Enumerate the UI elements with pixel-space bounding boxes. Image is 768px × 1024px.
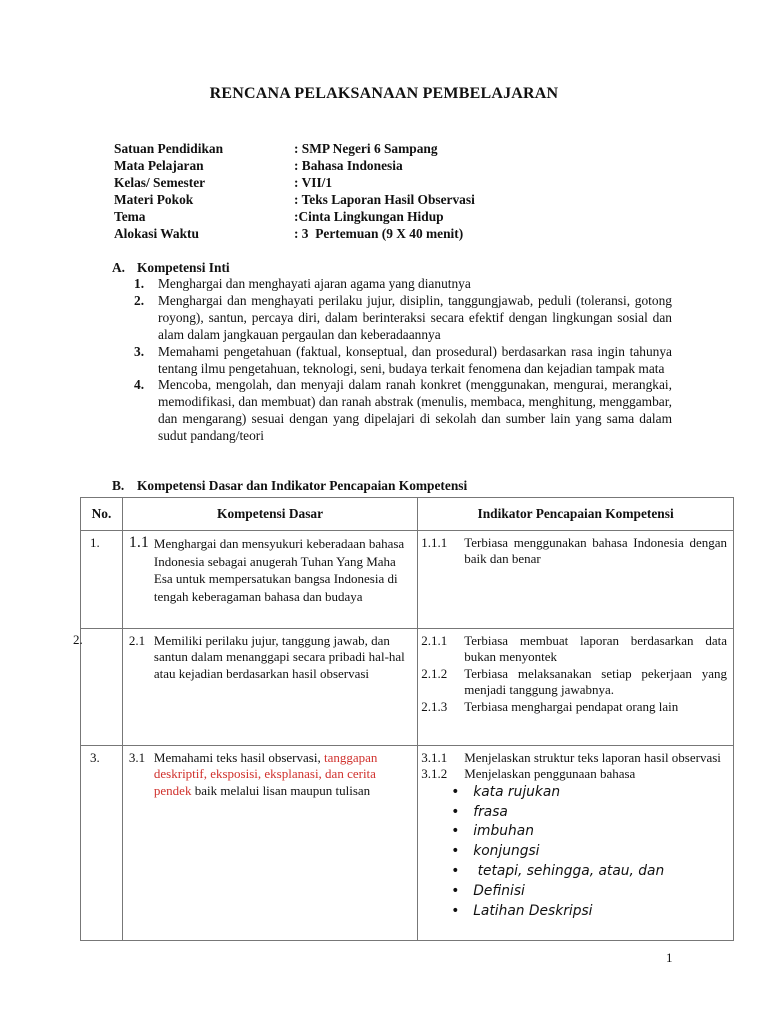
table-header-row: [81, 498, 734, 531]
indicator-text: Terbiasa melaksanakan setiap pekerjaan yang menjadi tanggung jawabnya.: [464, 665, 727, 698]
list-item: [451, 862, 727, 882]
meta-row: [114, 158, 475, 175]
item-text: Mencoba, mengolah, dan menyaji dalam ranah konkret (menggunakan, mengurai, merangkai, memodifikasi, dan membuat) dan ranah abstrak (menulis, membaca, menghitung, menggambar, dan mengarang) sesuai dengan yang dipelajari di sekolah dan sumber lain yang sama dalam sudut pandang/teori: [158, 377, 672, 444]
header-indikator: Indikator Pencapaian Kompetensi: [418, 498, 734, 531]
language-usage-list: [421, 783, 727, 922]
list-item: [451, 803, 727, 823]
bullet-text: tetapi, sehingga, atau, dan: [473, 863, 665, 879]
meta-label: Mata Pelajaran: [114, 157, 204, 173]
meta-row: [114, 209, 475, 226]
kd-item: [129, 750, 411, 799]
meta-value: : VII/1: [294, 174, 333, 190]
list-item: [134, 293, 672, 344]
indicator-item: [421, 535, 727, 568]
meta-label: Satuan Pendidikan: [114, 141, 224, 156]
kd-code: 1.1: [128, 534, 149, 551]
kompetensi-inti-list: [134, 276, 672, 445]
indicator-code: 2.1.3: [421, 698, 448, 714]
bullet-text: konjungsi: [473, 843, 540, 860]
meta-value: :Cinta Lingkungan Hidup: [294, 208, 444, 224]
list-item: [451, 822, 727, 842]
list-item: [134, 344, 672, 378]
bullet-icon: •: [451, 783, 460, 800]
indicator-item: [421, 766, 727, 782]
bullet-icon: •: [451, 803, 460, 820]
row-number: 3.: [81, 746, 123, 941]
item-text: Menghargai dan menghayati ajaran agama yang dianutnya: [158, 276, 471, 291]
table-row: [81, 629, 734, 746]
item-text: Memahami pengetahuan (faktual, konseptual, dan prosedural) berdasarkan rasa ingin tahunya tentang ilmu pengetahuan, teknologi, seni, budaya terkait fenomena dan kejadian tampak mata: [158, 343, 672, 376]
indicator-code: 2.1.2: [421, 665, 448, 681]
row-number: 1.: [81, 531, 123, 629]
document-title: RENCANA PELAKSANAAN PEMBELAJARAN: [209, 85, 559, 102]
indicator-cell: [418, 629, 734, 746]
bullet-icon: •: [451, 882, 460, 899]
table-row: [81, 746, 734, 941]
list-item: [134, 276, 672, 293]
kd-text-plain: Memahami teks hasil observasi,: [153, 750, 324, 765]
kd-text: Memiliki perilaku jujur, tanggung jawab, dan santun dalam menanggapi secara pribadi hal-hal atau kejadian berdasarkan hasil observasi: [153, 633, 405, 681]
bullet-icon: •: [451, 823, 460, 840]
list-item: [451, 783, 727, 803]
list-item: [451, 842, 727, 862]
section-b-heading: [112, 478, 467, 494]
list-item: [451, 882, 727, 902]
bullet-icon: •: [451, 902, 460, 919]
kd-cell: [122, 746, 417, 941]
kd-code: 3.1: [128, 750, 146, 765]
section-a-heading: [112, 260, 230, 276]
table-row: [81, 531, 734, 629]
meta-row: [114, 226, 475, 243]
bullet-icon: •: [451, 843, 460, 860]
indicator-item: [421, 666, 727, 699]
indicator-text: Terbiasa membuat laporan berdasarkan data bukan menyontek: [464, 633, 727, 665]
bullet-icon: •: [451, 863, 460, 879]
indicator-text: Terbiasa menggunakan bahasa Indonesia dengan baik dan benar: [464, 535, 727, 567]
kd-cell: [122, 629, 417, 746]
header-kompetensi-dasar: Kompetensi Dasar: [122, 498, 417, 531]
identity-block: [114, 141, 475, 242]
indicator-code: 2.1.1: [421, 633, 448, 648]
bullet-text: kata rujukan: [473, 783, 561, 800]
indicator-text: Terbiasa menghargai pendapat orang lain: [464, 698, 679, 714]
kd-text: Menghargai dan mensyukuri keberadaan bahasa Indonesia sebagai anugerah Tuhan Yang Maha Esa untuk mempersatukan bangsa Indonesia di tengah keberagaman bahasa dan budaya: [153, 536, 405, 604]
meta-row: [114, 192, 475, 209]
meta-label: Kelas/ Semester: [114, 174, 206, 190]
kd-item: [129, 535, 411, 605]
indicator-item: [421, 750, 727, 766]
kd-text-highlighted: tanggapan deskriptif, eksposisi, eksplanasi, dan cerita pendek: [153, 750, 378, 798]
item-number: 3.: [134, 343, 145, 359]
item-number: 2.: [134, 292, 145, 308]
kd-item: [129, 633, 411, 682]
bullet-text: imbuhan: [473, 823, 534, 840]
indicator-cell: [418, 746, 734, 941]
kd-text: [154, 750, 411, 799]
indicator-code: 3.1.2: [421, 766, 448, 782]
meta-label: Materi Pokok: [114, 191, 194, 207]
indicator-text: Menjelaskan struktur teks laporan hasil observasi: [464, 750, 721, 765]
meta-label: Alokasi Waktu: [114, 225, 199, 241]
indicator-item: [421, 699, 727, 715]
kd-cell: [122, 531, 417, 629]
section-letter: B.: [112, 478, 125, 493]
meta-row: [114, 175, 475, 192]
meta-value: : Bahasa Indonesia: [294, 157, 403, 173]
kd-text-plain: baik melalui lisan maupun tulisan: [191, 782, 371, 798]
row-number-outside: 2.: [73, 632, 83, 647]
indicator-code: 1.1.1: [421, 535, 448, 550]
row-number: [81, 629, 123, 746]
indicator-item: [421, 633, 727, 666]
competency-table: [80, 497, 734, 941]
section-title: Kompetensi Dasar dan Indikator Pencapaian Kompetensi: [137, 478, 468, 493]
meta-value: : SMP Negeri 6 Sampang: [294, 141, 438, 156]
item-number: 4.: [134, 377, 145, 393]
item-number: 1.: [134, 276, 145, 291]
meta-label: Tema: [114, 208, 146, 224]
meta-value: : Teks Laporan Hasil Observasi: [294, 191, 475, 207]
header-no: No.: [81, 498, 123, 531]
meta-row: [114, 141, 475, 158]
meta-value: : 3 Pertemuan (9 X 40 menit): [294, 225, 464, 241]
section-title: Kompetensi Inti: [137, 260, 230, 275]
bullet-text: frasa: [473, 803, 508, 820]
bullet-text: Latihan Deskripsi: [473, 902, 593, 919]
section-letter: A.: [112, 260, 126, 275]
indicator-text: Menjelaskan penggunaan bahasa: [464, 766, 636, 782]
list-item: [134, 377, 672, 445]
kd-code: 2.1: [128, 633, 146, 648]
page-number: 1: [666, 950, 673, 965]
indicator-code: 3.1.1: [421, 750, 448, 765]
bullet-text: Definisi: [473, 882, 525, 899]
indicator-cell: [418, 531, 734, 629]
item-text: Menghargai dan menghayati perilaku jujur, disiplin, tanggungjawab, peduli (toleransi, gotong royong), santun, percaya diri, dalam berinteraksi secara efektif dengan lingkungan sosial dan alam dalam jangkauan pergaulan dan keberadaannya: [158, 292, 672, 342]
list-item: [451, 902, 727, 922]
